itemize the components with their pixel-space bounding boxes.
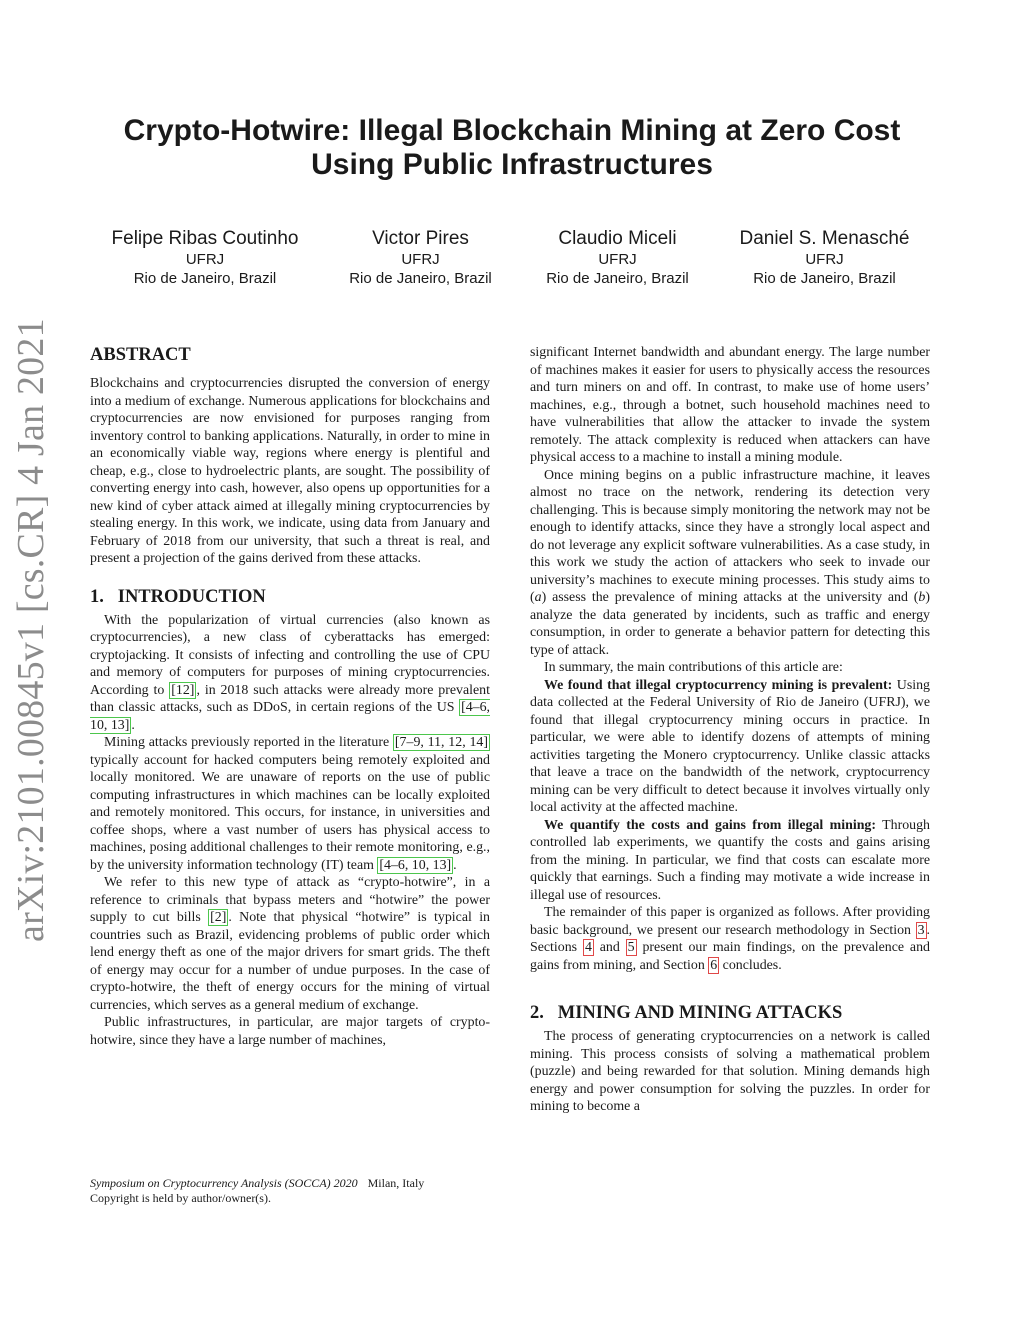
footnote-copyright: Copyright is held by author/owner(s). — [90, 1191, 271, 1205]
author-4 — [722, 228, 927, 288]
author-location: Rio de Janeiro, Brazil — [133, 270, 277, 287]
title-line-1: Crypto-Hotwire: Illegal Blockchain Mining at Zero Cost — [123, 114, 901, 147]
citation-link[interactable]: [4–6, 10, 13] — [90, 700, 490, 733]
right-column — [530, 344, 930, 1116]
author-location: Rio de Janeiro, Brazil — [546, 270, 689, 287]
footnote-location: Milan, Italy — [367, 1176, 425, 1190]
author-name: Victor Pires — [372, 228, 469, 249]
author-3 — [515, 228, 720, 288]
section-link[interactable]: 6 — [710, 957, 718, 973]
author-org: UFRJ — [185, 251, 225, 268]
section-2-paragraph-1: The process of generating cryptocurrencies on a network is called mining. This process consists of solving a mathematical problem (puzzle) and being rewarded for that solution. Mining demands high energy and power consumption for solving the puzzles. In order for mining to become a — [530, 1029, 930, 1114]
abstract-text: Blockchains and cryptocurrencies disrupted the conversion of energy into a medium of exchange. Numerous applications for blockchains and cryptocurrencies are now envisioned for purposes ranging from inventory control to banking applications. Naturally, in order to mine in an economically viable way, regions where energy is plentiful and cheap, e.g., close to hydroelectric plants, are sought. The possibility of converting energy into cash, however, also opens up opportunities for a new kind of cyber attack aimed at illegally mining cryptocurrencies by stealing energy. In this work, we indicate, using data from January and February of 2018 from our university, that such a threat is real, and present a projection of the gains derived from these attacks. — [90, 376, 490, 566]
author-name: Daniel S. Menasché — [739, 228, 910, 249]
intro-paragraph-4: Public infrastructures, in particular, are major targets of crypto-hotwire, since they have a large number of machines, — [90, 1015, 490, 1048]
intro-heading: 1. INTRODUCTION — [90, 586, 266, 607]
arxiv-stamp-text: arXiv:2101.00845v1 [cs.CR] 4 Jan 2021 — [10, 318, 52, 942]
abstract-heading: ABSTRACT — [90, 345, 191, 365]
section-link[interactable]: 3 — [917, 922, 925, 938]
author-name: Claudio Miceli — [558, 228, 677, 249]
paper-title — [0, 114, 1024, 182]
intro-paragraph-2: Mining attacks previously reported in the literature [7–9, 11, 12, 14] typically account for hacked computers being remotely exploited and locally monitored. We are unaware of reports on the use of public computing infrastructures in which machines can be locally exploited and remotely monitored. This occurs, for instance, in universities and coffee shops, where a vast number of users has physical access to machines, posing additional challenges to their remote monitoring, e.g., by the university information technology (IT) team [4–6, 10, 13] . — [90, 735, 490, 873]
citation-link[interactable]: [12] — [171, 682, 195, 698]
footnote — [90, 1176, 490, 1206]
left-column — [90, 344, 490, 1049]
citation-link[interactable]: [2] — [210, 910, 227, 925]
author-1 — [95, 228, 315, 288]
right-paragraph-4: The remainder of this paper is organized as follows. After providing basic background, we present our research methodology in Section 3 . Sections 4 and 5 present our main findings, on the prevalence and gains from mining, and Section 6 concludes. — [530, 905, 930, 973]
section-link[interactable]: 4 — [584, 940, 592, 955]
citation-link[interactable]: [7–9, 11, 12, 14] — [394, 735, 488, 750]
section-2-heading: 2. MINING AND MINING ATTACKS — [530, 1003, 843, 1023]
section-link[interactable]: 5 — [627, 940, 635, 955]
author-location: Rio de Janeiro, Brazil — [753, 270, 896, 287]
right-paragraph-1: significant Internet bandwidth and abundant energy. The large number of machines makes it easier for users to physically access the resources and turn miners on and off. In contrast, to make use of home users’ machines, e.g., through a botnet, such household machines need to have vulnerabilities that allow the attacker to invade the system remotely. The attack complexity is reduced when attackers can have physical access to a machine to install a mining module. — [530, 345, 930, 465]
title-line-2: Using Public Infrastructures — [311, 148, 713, 181]
contribution-1: We found that illegal cryptocurrency mining is prevalent: Using data collected at the Federal University of Rio de Janeiro (UFRJ), we found that illegal cryptocurrency mining occurs in practice. In particular, we were able to identify dozens of attempts of mining activities targeting the Monero cryptocurrency. Unlike classic attacks that leave a trace on the bandwidth of the network, cryptocurrency mining can be very difficult to detect because it involves virtually only local activity at the affected machine. — [530, 677, 930, 815]
author-2 — [318, 228, 523, 288]
right-paragraph-2: Once mining begins on a public infrastructure machine, it leaves almost no trace on the network, rendering its detection very challenging. This is because simply monitoring the network may not be enough to identify attacks, since they have a strongly local aspect and do not leverage any explicit software vulnerabilities. As a case study, in this work we study the action of attackers who seek to invade our university’s machines to execute mining processes. This study aims to (a) assess the prevalence of mining attacks at the university and (b) analyze the data generated by incidents, such as traffic and energy consumption, in order to generate a behavior pattern for detecting this type of attack. — [530, 467, 930, 658]
footnote-venue: Symposium on Cryptocurrency Analysis (SOCCA) 2020 — [90, 1176, 358, 1190]
citation-link[interactable]: [4–6, 10, 13] — [379, 857, 452, 873]
intro-paragraph-1: With the popularization of virtual currencies (also known as cryptocurrencies), a new class of cyberattacks has emerged: cryptojacking. It consists of infecting and controlling the use of CPU and memory of computers for purposes of mining cryptocurrencies. According to [12] , in 2018 such attacks were already more prevalent than classic attacks, such as DDoS, in certain regions of the US [4–6, 10, 13] . — [90, 612, 490, 733]
author-org: UFRJ — [401, 251, 440, 268]
intro-paragraph-3: We refer to this new type of attack as “crypto-hotwire”, in a reference to criminals that bypass meters and “hotwire” the power supply to cut bills [2] . Note that physical “hotwire” is typical in countries such as Brazil, evidencing problems of public order which lend energy theft as one of the major drivers for smart grids. The theft of energy may occur for a number of undue purposes. In the case of crypto-hotwire, the theft of energy occurs for the mining of virtual currencies, which serves as a general medium of exchange. — [90, 875, 490, 1013]
author-name: Felipe Ribas Coutinho — [111, 228, 299, 249]
author-location: Rio de Janeiro, Brazil — [349, 270, 492, 287]
contribution-2: We quantify the costs and gains from illegal mining: Through controlled lab experiments, we quantify the costs and gains arising from the mining. In particular, we find that costs can escalate more quickly that earnings. Such a finding may motivate a wide increase in illegal use of resources. — [530, 817, 931, 903]
author-org: UFRJ — [805, 251, 844, 268]
author-org: UFRJ — [598, 251, 637, 268]
right-paragraph-3: In summary, the main contributions of this article are: — [544, 660, 843, 675]
